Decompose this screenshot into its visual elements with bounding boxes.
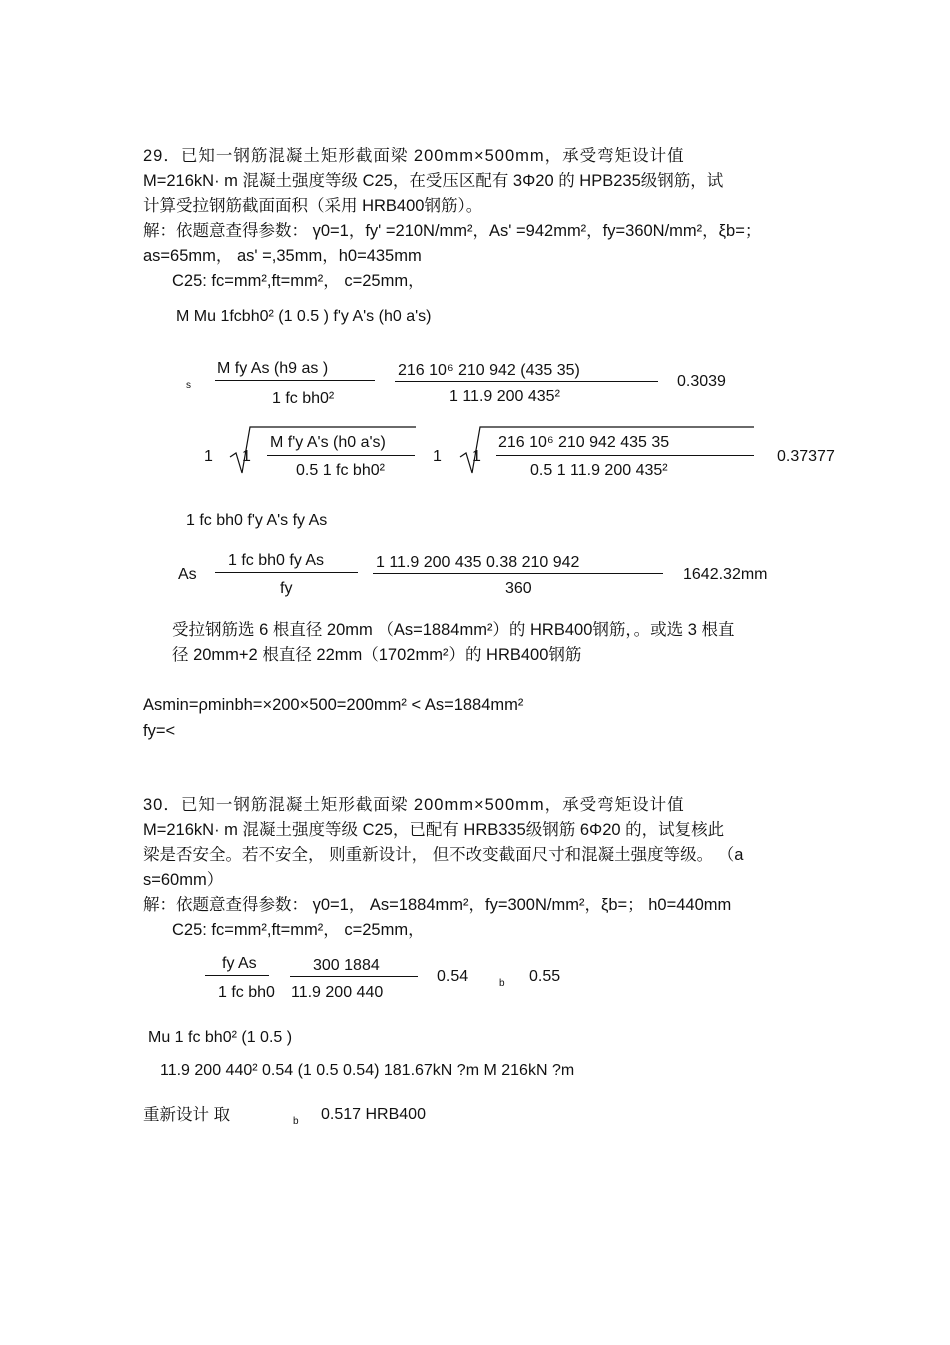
p30-line2: M=216kN· m 混凝土强度等级 C25，已配有 HRB335级钢筋 6Φ20 的，试复核此 (143, 821, 725, 839)
p29-frac2-bar (395, 381, 658, 382)
p30-frac1-den: 1 fc bh0 (218, 984, 275, 1001)
p29-frac1-bar (215, 380, 375, 381)
p30-frac2-den: 11.9 200 440 (291, 984, 384, 1001)
p30-mu: Mu 1 fc bh0² (1 0.5 ) (148, 1029, 293, 1046)
p29-frac6-bar (373, 573, 663, 574)
p29-xi-2: 1 (433, 448, 442, 465)
p29-val1: 0.3039 (677, 373, 726, 390)
p29-eq3: 1 fc bh0 f'y A's fy As (186, 512, 328, 529)
p29-frac4-bar (496, 455, 754, 456)
p29-frac4-den: 0.5 1 11.9 200 435² (530, 462, 668, 479)
p29-answer1: 受拉钢筋选 6 根直径 20mm （As=1884mm²）的 HRB400钢筋，。或选 3 根直 (172, 621, 735, 639)
p29-as-label: As (178, 566, 197, 583)
p30-line6: C25: fc=mm²,ft=mm²， c=25mm， (172, 921, 425, 939)
p30-line3: 梁是否安全。若不安全， 则重新设计， 但不改变截面尺寸和混凝土强度等级。 （a (143, 846, 744, 864)
p29-frac5-num: 1 fc bh0 fy As (228, 552, 325, 569)
p29-eq1: M Mu 1fcbh0² (1 0.5 ) f'y A's (h0 a's) (176, 308, 432, 325)
p29-frac3-den: 0.5 1 fc bh0² (296, 462, 385, 479)
p30-xib-sub: b (499, 978, 505, 989)
p29-frac2-den: 1 11.9 200 435² (449, 388, 560, 405)
p29-line1: 29．已知一钢筋混凝土矩形截面梁 200mm×500mm，承受弯矩设计值 (143, 147, 685, 165)
p29-frac6-den: 360 (505, 580, 532, 597)
p30-mu-calc: 11.9 200 440² 0.54 (1 0.5 0.54) 181.67kN ?m M 216kN ?m (160, 1062, 575, 1079)
p29-frac5-den: fy (280, 580, 293, 597)
p29-asmin: Asmin=ρminbh=×200×500=200mm² < As=1884mm² (143, 696, 524, 714)
p29-alpha-s-sub: s (186, 380, 191, 391)
p29-frac5-bar (215, 572, 358, 573)
p29-frac3-bar (267, 455, 415, 456)
p29-fy: fy=< (143, 722, 176, 740)
p29-val2: 0.37377 (777, 448, 835, 465)
p29-line4: 解：依题意查得参数： γ0=1，fy' =210N/mm²，As' =942mm²，fy=360N/mm²，ξb=； (143, 222, 762, 240)
p30-line4: s=60mm） (143, 871, 224, 889)
p30-redesign-val: 0.517 HRB400 (321, 1106, 426, 1123)
p29-line2: M=216kN· m 混凝土强度等级 C25，在受压区配有 3Φ20 的 HPB235级钢筋，试 (143, 172, 724, 190)
p30-val1: 0.54 (437, 968, 469, 985)
p29-frac1-den: 1 fc bh0² (272, 390, 335, 407)
p29-sqrt2-one: 1 (472, 448, 481, 465)
p30-val2: 0.55 (529, 968, 561, 985)
p29-xi-1: 1 (204, 448, 213, 465)
p29-frac2-num: 216 10⁶ 210 942 (435 35) (398, 362, 580, 379)
p29-val3: 1642.32mm (683, 566, 768, 583)
p29-frac1-num: M fy As (h9 as ) (217, 360, 329, 377)
p30-redesign-b: b (293, 1116, 299, 1127)
p29-sqrt1-one: 1 (242, 448, 251, 465)
p30-frac1-num: fy As (222, 955, 257, 972)
p30-line5: 解：依题意查得参数： γ0=1， As=1884mm²，fy=300N/mm²，ξb=； h0=440mm (143, 896, 732, 914)
p30-frac2-num: 300 1884 (313, 957, 380, 974)
p30-redesign-label: 重新设计 取 (143, 1106, 231, 1124)
p30-frac1-bar (205, 975, 269, 976)
p29-line5: as=65mm， as' =,35mm，h0=435mm (143, 247, 422, 265)
p29-line3: 计算受拉钢筋截面面积（采用 HRB400钢筋）。 (143, 197, 483, 215)
p30-line1: 30．已知一钢筋混凝土矩形截面梁 200mm×500mm，承受弯矩设计值 (143, 796, 685, 814)
p29-frac4-num: 216 10⁶ 210 942 435 35 (498, 434, 670, 451)
p29-frac3-num: M f'y A's (h0 a's) (270, 434, 386, 451)
p29-frac6-num: 1 11.9 200 435 0.38 210 942 (376, 554, 580, 571)
p29-line6: C25: fc=mm²,ft=mm²， c=25mm， (172, 272, 425, 290)
p29-answer2: 径 20mm+2 根直径 22mm（1702mm²）的 HRB400钢筋 (172, 646, 582, 664)
p30-frac2-bar (290, 976, 418, 977)
